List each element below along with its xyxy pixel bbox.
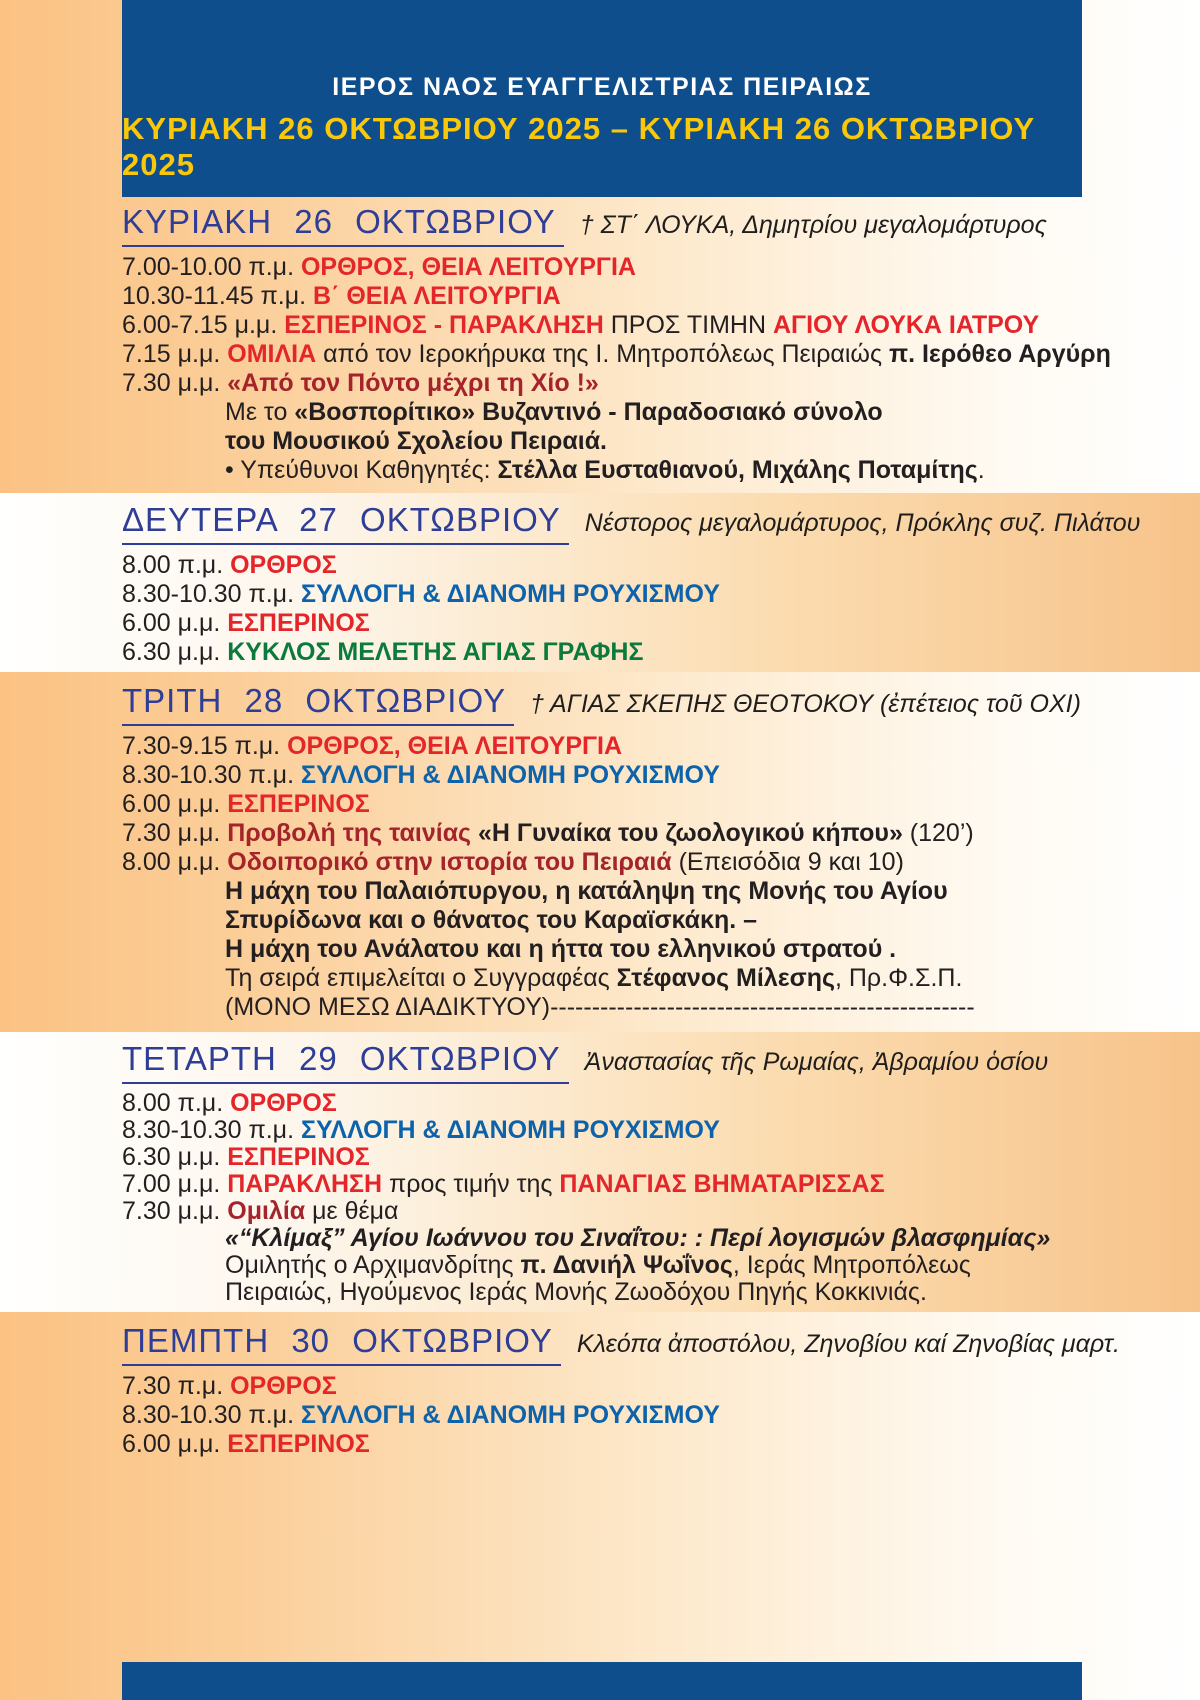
schedule-row: [122, 311, 1200, 340]
schedule-row: [122, 369, 1200, 398]
day-monday: [0, 501, 1200, 667]
time-label: 6.30 μ.μ.: [122, 1143, 228, 1171]
schedule-row: [122, 732, 1200, 761]
event-text: ΟΡΘΡΟΣ: [230, 1089, 337, 1117]
event-text: (Επεισόδια 9 και 10): [678, 848, 904, 876]
event-text: Στέφανος Μίλεσης: [616, 964, 835, 992]
event-text: π. Ιερόθεο Αργύρη: [888, 340, 1111, 368]
schedule-row: [122, 1225, 1200, 1252]
day-header: [122, 501, 1200, 545]
event-text: Σπυρίδωνα και ο θάνατος του Καραϊσκάκη. –: [225, 906, 758, 934]
schedule-row: [122, 398, 1200, 427]
feast-name: † ΣΤ΄ ΛΟΥΚΑ, Δημητρίου μεγαλομάρτυρος: [579, 211, 1047, 239]
event-text: Οδοιπορικό στην ιστορία του Πειραιά: [227, 848, 679, 876]
time-label: 7.15 μ.μ.: [122, 340, 228, 368]
schedule-row: [122, 1090, 1200, 1117]
time-label: 8.00 μ.μ.: [122, 848, 228, 876]
event-text: ΚΥΚΛΟΣ ΜΕΛΕΤΗΣ ΑΓΙΑΣ ΓΡΑΦΗΣ: [227, 638, 644, 666]
event-text: Προβολή της ταινίας: [227, 819, 479, 847]
time-label: 6.00 μ.μ.: [122, 1430, 228, 1458]
time-label: 7.30-9.15 π.μ.: [122, 732, 288, 760]
feast-name: Κλεόπα ἀποστόλου, Ζηνοβίου καί Ζηνοβίας μαρτ.: [576, 1330, 1120, 1358]
day-header: [122, 682, 1200, 726]
event-text: «Από τον Πόντο μέχρι τη Χίο !»: [227, 369, 599, 397]
schedule-row: [122, 1401, 1200, 1430]
event-text: του Μουσικού Σχολείου Πειραιά.: [225, 427, 608, 455]
event-text: «“Κλίμαξ” Αγίου Ιωάννου του Σιναΐτου: : Περί λογισμών βλασφημίας»: [225, 1224, 1051, 1252]
section-tuesday: [0, 672, 1200, 1032]
time-label: 6.00 μ.μ.: [122, 609, 228, 637]
event-text: π. Δανιήλ Ψωΐνος: [520, 1251, 733, 1279]
time-label: 8.30-10.30 π.μ.: [122, 580, 301, 608]
schedule-row: [122, 580, 1200, 609]
event-text: ΣΥΛΛΟΓΗ & ΔΙΑΝΟΜΗ ΡΟΥΧΙΣΜΟΥ: [300, 1116, 720, 1144]
event-text: ΣΥΛΛΟΓΗ & ΔΙΑΝΟΜΗ ΡΟΥΧΙΣΜΟΥ: [300, 761, 720, 789]
church-title: ΙΕΡΟΣ ΝΑΟΣ ΕΥΑΓΓΕΛΙΣΤΡΙΑΣ ΠΕΙΡΑΙΩΣ: [332, 73, 872, 101]
event-text: ΟΡΘΡΟΣ: [230, 1372, 337, 1400]
time-label: 7.30 π.μ.: [122, 1372, 231, 1400]
time-label: 6.00 μ.μ.: [122, 790, 228, 818]
schedule-row: [122, 551, 1200, 580]
schedule-row: [122, 848, 1200, 877]
time-label: 8.30-10.30 π.μ.: [122, 1401, 301, 1429]
schedule-row: [122, 1252, 1200, 1279]
schedule-row: [122, 282, 1200, 311]
time-label: 7.00-10.00 π.μ.: [122, 253, 301, 281]
time-label: 7.30 μ.μ.: [122, 819, 228, 847]
section-monday: [0, 493, 1200, 672]
day-header: [122, 1322, 1200, 1366]
schedule-row: [122, 1117, 1200, 1144]
time-label: 7.30 μ.μ.: [122, 369, 228, 397]
day-title: ΚΥΡΙΑΚΗ 26 ΟΚΤΩΒΡΙΟΥ: [122, 203, 564, 247]
event-text: Στέλλα Ευσταθιανού, Μιχάλης Ποταμίτης: [497, 456, 978, 484]
event-text: (120’): [909, 819, 974, 847]
schedule-row: [122, 427, 1200, 456]
feast-name: Ἀναστασίας τῆς Ρωμαίας, Ἀβραμίου ὁσίου: [584, 1048, 1049, 1076]
event-text: .: [977, 456, 985, 484]
event-text: «Η Γυναίκα του ζωολογικού κήπου»: [478, 819, 910, 847]
event-text: ΠΑΡΑΚΛΗΣΗ: [227, 1170, 390, 1198]
schedule-row: [122, 935, 1200, 964]
schedule-row: [122, 340, 1200, 369]
event-text: Β΄ ΘΕΙΑ ΛΕΙΤΟΥΡΓΙΑ: [313, 282, 561, 310]
schedule-row: [122, 609, 1200, 638]
schedule-row: [122, 456, 1200, 485]
event-text: ΠΡΟΣ ΤΙΜΗΝ: [610, 311, 773, 339]
event-text: , Πρ.Φ.Σ.Π.: [834, 964, 963, 992]
day-tuesday: [0, 682, 1200, 1022]
event-text: Ομιλία: [227, 1197, 313, 1225]
event-text: Η μάχη του Παλαιόπυργου, η κατάληψη της Μονής του Αγίου: [225, 877, 948, 905]
section-wednesday: [0, 1032, 1200, 1312]
time-label: 6.30 μ.μ.: [122, 638, 228, 666]
schedule-row: [122, 906, 1200, 935]
event-text: από τον Ιεροκήρυκα της Ι. Μητροπόλεως Πειραιώς: [323, 340, 889, 368]
event-text: ΠΑΝΑΓΙΑΣ ΒΗΜΑΤΑΡΙΣΣΑΣ: [559, 1170, 885, 1198]
day-thursday: [0, 1322, 1200, 1459]
schedule-row: [122, 638, 1200, 667]
schedule-row: [122, 993, 1200, 1022]
feast-name: Νέστορος μεγαλομάρτυρος, Πρόκλης συζ. Πιλάτου: [584, 509, 1141, 537]
schedule-row: [122, 1171, 1200, 1198]
day-sunday: [0, 197, 1200, 485]
feast-name: † ΑΓΙΑΣ ΣΚΕΠΗΣ ΘΕΟΤΟΚΟΥ (ἐπέτειος τοῦ ΟΧΙ): [530, 690, 1081, 718]
schedule-row: [122, 1430, 1200, 1459]
day-title: ΔΕΥΤΕΡΑ 27 ΟΚΤΩΒΡΙΟΥ: [122, 501, 569, 545]
event-text: Ομιλητής ο Αρχιμανδρίτης: [225, 1251, 521, 1279]
time-label: 7.00 μ.μ.: [122, 1170, 228, 1198]
time-label: 7.30 μ.μ.: [122, 1197, 228, 1225]
schedule-row: [122, 1198, 1200, 1225]
event-text: ΣΥΛΛΟΓΗ & ΔΙΑΝΟΜΗ ΡΟΥΧΙΣΜΟΥ: [300, 580, 720, 608]
event-text: Η μάχη του Ανάλατου και η ήττα του ελληνικού στρατού .: [225, 935, 897, 963]
event-text: ΕΣΠΕΡΙΝΟΣ - ΠΑΡΑΚΛΗΣΗ: [284, 311, 611, 339]
day-title: ΤΕΤΑΡΤΗ 29 ΟΚΤΩΒΡΙΟΥ: [122, 1040, 569, 1084]
date-range: ΚΥΡΙΑΚΗ 26 ΟΚΤΩΒΡΙΟΥ 2025 – ΚΥΡΙΑΚΗ 26 ΟΚΤΩΒΡΙΟΥ 2025: [122, 111, 1036, 182]
event-text: Πειραιώς, Ηγούμενος Ιεράς Μονής Ζωοδόχου Πηγής Κοκκινιάς.: [225, 1278, 927, 1306]
day-title: ΤΡΙΤΗ 28 ΟΚΤΩΒΡΙΟΥ: [122, 682, 514, 726]
schedule-row: [122, 819, 1200, 848]
day-wednesday: [0, 1040, 1200, 1306]
schedule-row: [122, 1144, 1200, 1171]
time-label: 10.30-11.45 π.μ.: [122, 282, 314, 310]
event-text: ΕΣΠΕΡΙΝΟΣ: [227, 609, 370, 637]
event-text: ΟΡΘΡΟΣ: [230, 551, 337, 579]
time-label: 8.00 π.μ.: [122, 551, 231, 579]
time-label: 8.30-10.30 π.μ.: [122, 1116, 301, 1144]
footer-bar: [122, 1662, 1082, 1700]
header-banner: [122, 0, 1082, 197]
schedule-row: [122, 1372, 1200, 1401]
event-text: Τη σειρά επιμελείται ο Συγγραφέας: [225, 964, 617, 992]
event-text: ΕΣΠΕΡΙΝΟΣ: [227, 1143, 370, 1171]
time-label: 6.00-7.15 μ.μ.: [122, 311, 285, 339]
event-text: (ΜΟΝΟ ΜΕΣΩ ΔΙΑΔΙΚΤΥΟΥ)---------------------------------------------------: [225, 993, 975, 1021]
event-text: , Ιεράς Μητροπόλεως: [732, 1251, 971, 1279]
schedule-row: [122, 964, 1200, 993]
schedule-row: [122, 877, 1200, 906]
day-header: [122, 203, 1200, 247]
event-text: • Υπεύθυνοι Καθηγητές:: [225, 456, 498, 484]
schedule-row: [122, 761, 1200, 790]
schedule-row: [122, 253, 1200, 282]
event-text: ΕΣΠΕΡΙΝΟΣ: [227, 1430, 370, 1458]
event-text: προς τιμήν της: [389, 1170, 560, 1198]
event-text: «Βοσπορίτικο» Βυζαντινό - Παραδοσιακό σύνολο: [294, 398, 883, 426]
event-text: ΕΣΠΕΡΙΝΟΣ: [227, 790, 370, 818]
schedule-row: [122, 1279, 1200, 1306]
schedule-row: [122, 790, 1200, 819]
event-text: ΟΡΘΡΟΣ, ΘΕΙΑ ΛΕΙΤΟΥΡΓΙΑ: [300, 253, 636, 281]
day-header: [122, 1040, 1200, 1084]
section-sunday: [0, 0, 1200, 493]
day-title: ΠΕΜΠΤΗ 30 ΟΚΤΩΒΡΙΟΥ: [122, 1322, 561, 1366]
event-text: ΟΜΙΛΙΑ: [227, 340, 324, 368]
event-text: ΑΓΙΟΥ ΛΟΥΚΑ ΙΑΤΡΟΥ: [772, 311, 1040, 339]
time-label: 8.00 π.μ.: [122, 1089, 231, 1117]
time-label: 8.30-10.30 π.μ.: [122, 761, 301, 789]
event-text: ΣΥΛΛΟΓΗ & ΔΙΑΝΟΜΗ ΡΟΥΧΙΣΜΟΥ: [300, 1401, 720, 1429]
event-text: με θέμα: [312, 1197, 399, 1225]
event-text: Με το: [225, 398, 295, 426]
event-text: ΟΡΘΡΟΣ, ΘΕΙΑ ΛΕΙΤΟΥΡΓΙΑ: [287, 732, 623, 760]
section-thursday: [0, 1312, 1200, 1700]
